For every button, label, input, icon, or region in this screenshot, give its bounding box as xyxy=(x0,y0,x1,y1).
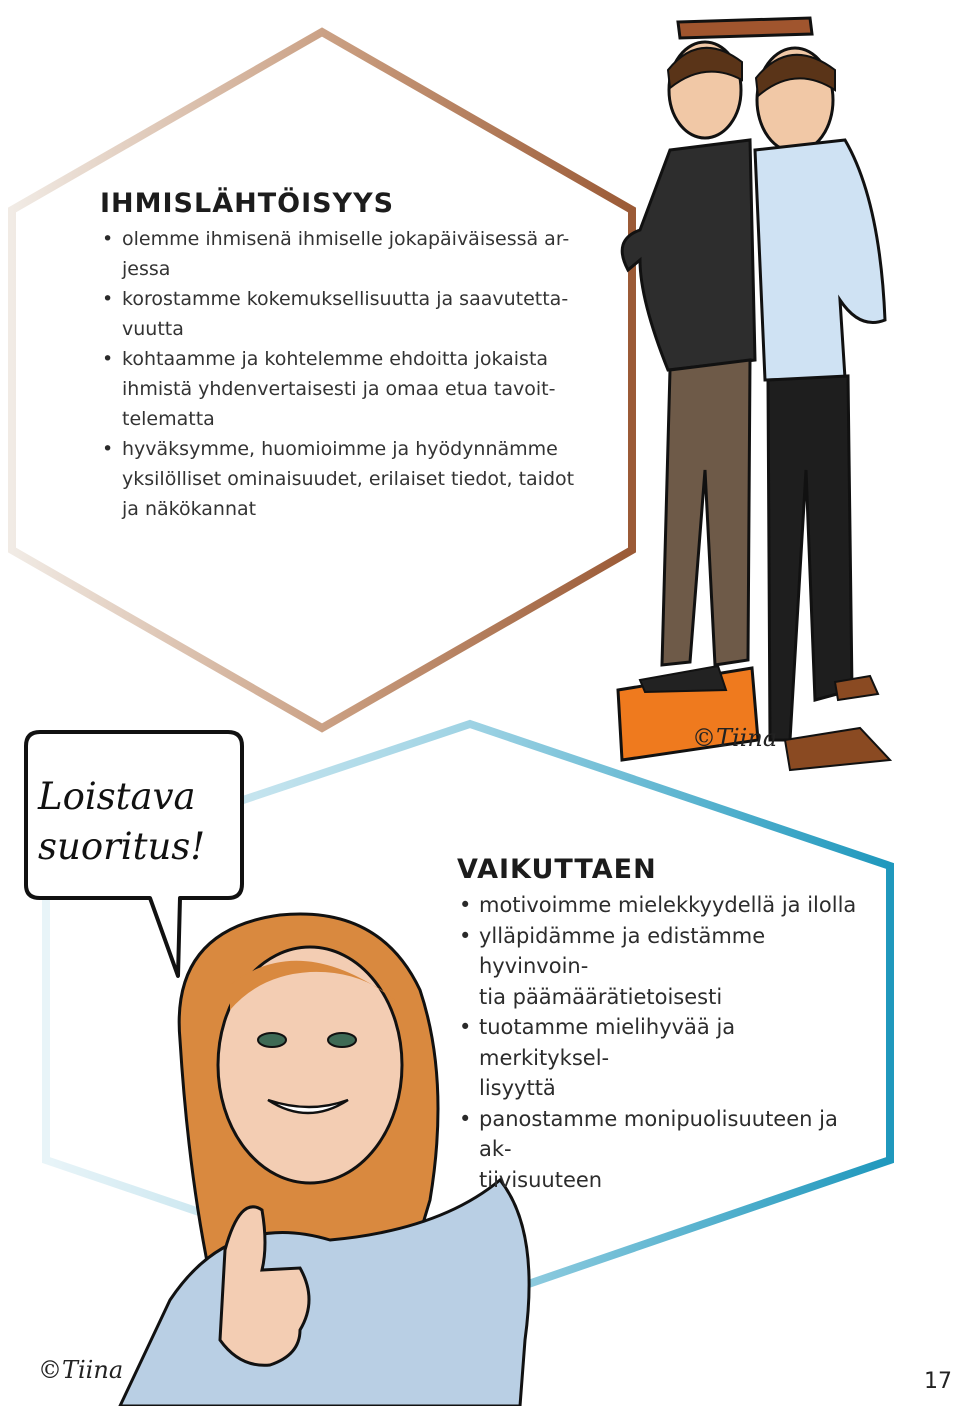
list-item: • kohtaamme ja kohtelemme ehdoitta jokaista ihmistä yhdenvertaisesti ja omaa etua tavoit- telematta xyxy=(100,344,600,434)
list-item: • korostamme kokemuksellisuutta ja saavutetta- vuutta xyxy=(100,284,600,344)
signature-top: ©Tiina xyxy=(692,724,778,752)
section-title-vaikuttaen: VAIKUTTAEN xyxy=(457,854,657,885)
list-item: • panostamme monipuolisuuteen ja ak- tiivisuuteen xyxy=(457,1104,867,1196)
list-item: • tuotamme mielihyvää ja merkityksel- lisyyttä xyxy=(457,1012,867,1104)
list-item: • hyväksymme, huomioimme ja hyödynnämme yksilölliset ominaisuudet, erilaiset tiedot, taidot ja näkökannat xyxy=(100,434,600,524)
speech-bubble-line2: suoritus! xyxy=(38,825,206,868)
signature-bottom: ©Tiina xyxy=(38,1356,124,1384)
list-item: • motivoimme mielekkyydellä ja ilolla xyxy=(457,890,867,921)
values-list-1 xyxy=(100,224,600,524)
page-number: 17 xyxy=(924,1369,952,1394)
speech-bubble-line1: Loistava xyxy=(38,775,196,818)
list-item: • olemme ihmisenä ihmiselle jokapäiväisessä ar- jessa xyxy=(100,224,600,284)
values-list-2 xyxy=(457,890,867,1195)
section-title-ihmislahtoisyys: IHMISLÄHTÖISYYS xyxy=(100,188,395,219)
list-item: • ylläpidämme ja edistämme hyvinvoin- tia päämäärätietoisesti xyxy=(457,921,867,1013)
